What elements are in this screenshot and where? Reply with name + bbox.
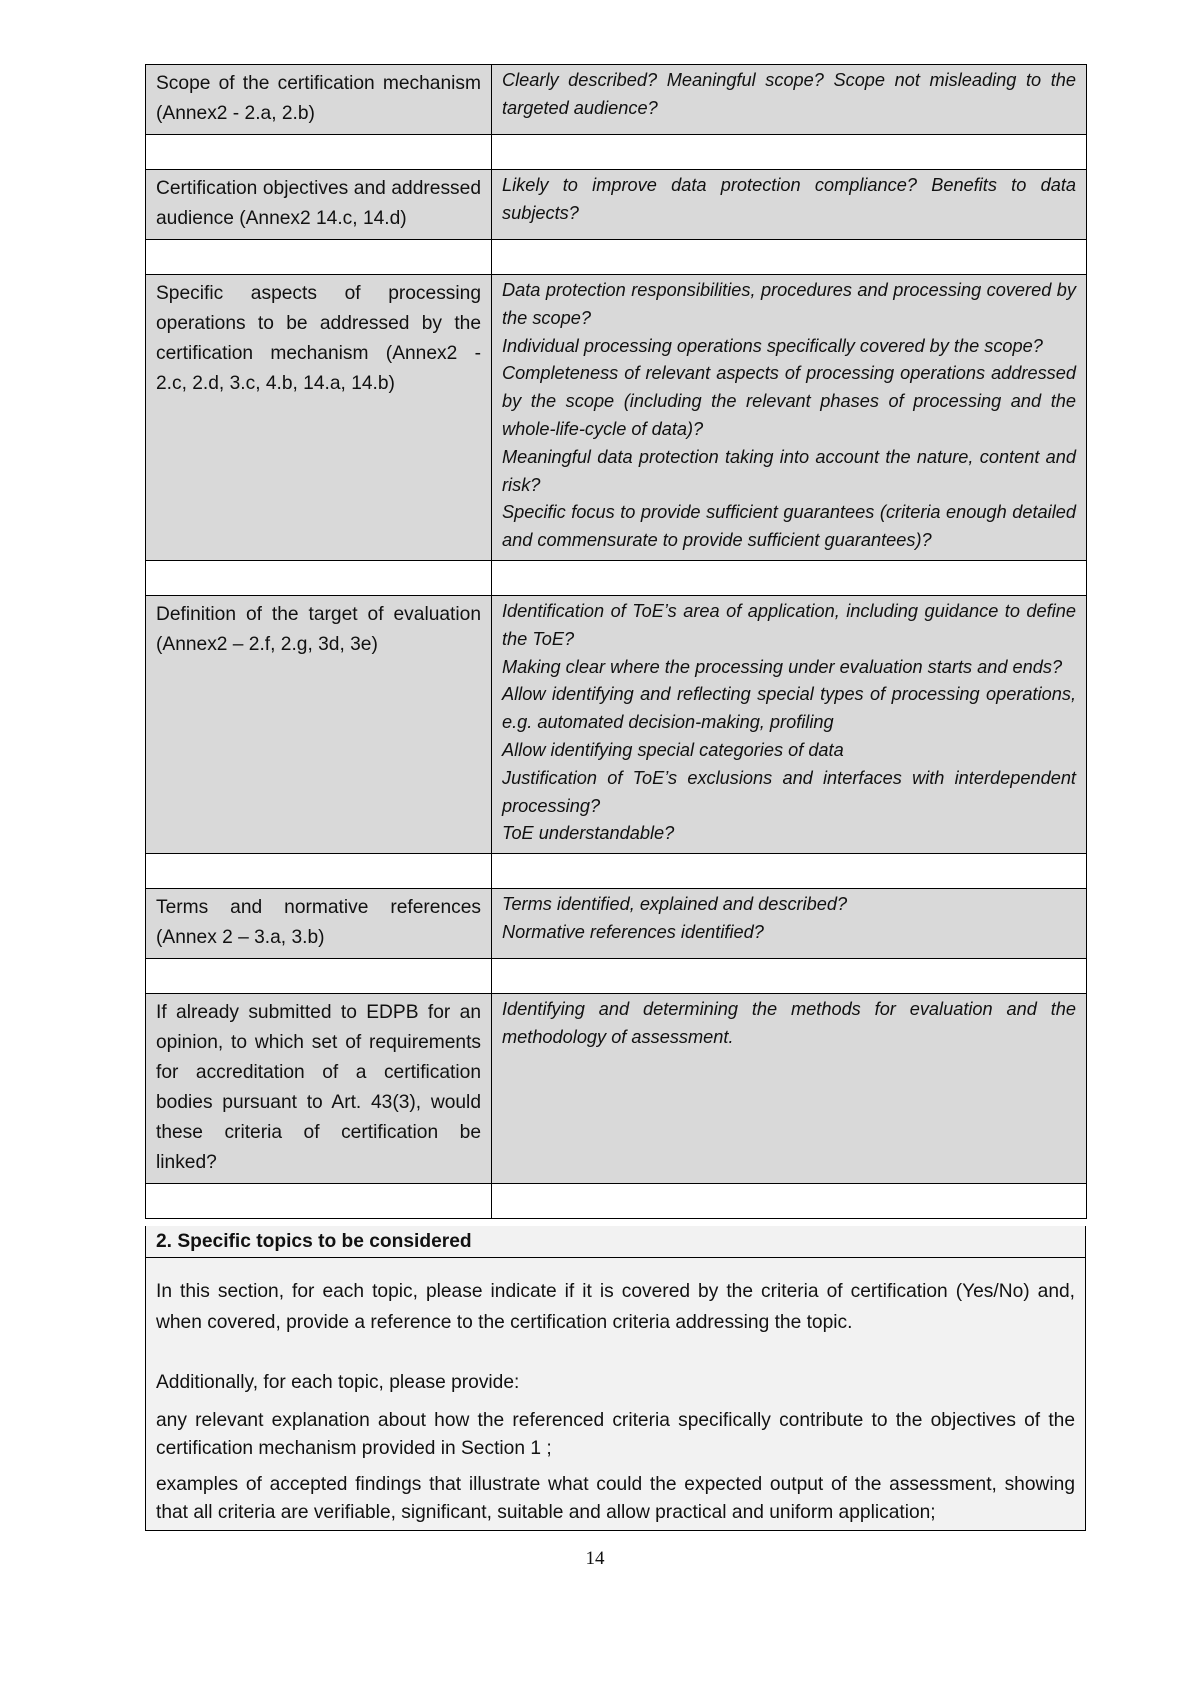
empty-cell bbox=[492, 560, 1087, 595]
spacer-row bbox=[146, 1184, 1087, 1219]
criteria-row-scope bbox=[146, 65, 1087, 135]
empty-cell bbox=[492, 1184, 1087, 1219]
question-text: Terms identified, explained and described? bbox=[502, 894, 848, 915]
empty-cell bbox=[146, 135, 492, 170]
topic-cell bbox=[146, 994, 492, 1184]
empty-cell bbox=[146, 959, 492, 994]
empty-cell bbox=[146, 240, 492, 275]
empty-cell bbox=[492, 854, 1087, 889]
topic-text: Terms and normative references (Annex 2 – 3.a, 3.b) bbox=[156, 897, 481, 949]
question-text: Allow identifying and reflecting special types of processing operations, e.g. automated decision-making, profiling bbox=[502, 684, 1076, 733]
question-text: Making clear where the processing under evaluation starts and ends? bbox=[502, 656, 1063, 677]
topic-text: Scope of the certification mechanism (Annex2 - 2.a, 2.b) bbox=[156, 73, 481, 124]
criteria-row-terms bbox=[146, 889, 1087, 959]
questions-cell bbox=[492, 170, 1087, 240]
spacer-row bbox=[146, 959, 1087, 994]
empty-cell bbox=[146, 1184, 492, 1219]
empty-cell bbox=[146, 560, 492, 595]
spacer-row bbox=[146, 240, 1087, 275]
topic-cell bbox=[146, 889, 492, 959]
topic-cell bbox=[146, 170, 492, 240]
question-text: Identifying and determining the methods for evaluation and the methodology of assessment. bbox=[502, 999, 1076, 1047]
topic-cell bbox=[146, 65, 492, 135]
section-body bbox=[146, 1258, 1085, 1530]
criteria-row-specific-aspects bbox=[146, 275, 1087, 561]
list-item: examples of accepted findings that illustrate what could the expected output of the assessment, showing that all criteria are verifiable, significant, suitable and allow practical and uniform application; bbox=[156, 1474, 1075, 1523]
question-text: Allow identifying special categories of data bbox=[502, 739, 844, 760]
topic-text: If already submitted to EDPB for an opinion, to which set of requirements for accreditation of a certification bodies pursuant to Art. 43(3), would these criteria of certification be linked? bbox=[156, 1002, 481, 1174]
section-additional: Additionally, for each topic, please provide: bbox=[156, 1372, 520, 1393]
list-item: any relevant explanation about how the referenced criteria specifically contribute to the objectives of the certification mechanism provided in Section 1 ; bbox=[156, 1410, 1075, 1459]
question-text: Specific focus to provide sufficient guarantees (criteria enough detailed and commensurate to provide sufficient guarantees)? bbox=[502, 502, 1076, 551]
questions-cell bbox=[492, 889, 1087, 959]
question-text: Justification of ToE’s exclusions and interfaces with interdependent processing? bbox=[502, 767, 1076, 816]
question-text: Clearly described? Meaningful scope? Scope not misleading to the targeted audience? bbox=[502, 70, 1076, 118]
question-text: Identification of ToE’s area of application, including guidance to define the ToE? bbox=[502, 600, 1076, 649]
questions-cell bbox=[492, 994, 1087, 1184]
section-title: 2. Specific topics to be considered bbox=[146, 1226, 1085, 1258]
question-text: Meaningful data protection taking into account the nature, content and risk? bbox=[502, 446, 1076, 495]
spacer-row bbox=[146, 560, 1087, 595]
topic-text: Definition of the target of evaluation (Annex2 – 2.f, 2.g, 3d, 3e) bbox=[156, 603, 481, 655]
topic-cell bbox=[146, 595, 492, 853]
empty-cell bbox=[492, 240, 1087, 275]
questions-cell bbox=[492, 595, 1087, 853]
questions-cell bbox=[492, 275, 1087, 561]
question-text: Individual processing operations specifically covered by the scope? bbox=[502, 335, 1043, 356]
topic-text: Certification objectives and addressed audience (Annex2 14.c, 14.d) bbox=[156, 178, 481, 229]
question-text: Completeness of relevant aspects of processing operations addressed by the scope (including the relevant phases of processing and the whole-life-cycle of data)? bbox=[502, 363, 1076, 439]
criteria-row-edpb-link bbox=[146, 994, 1087, 1184]
question-text: Data protection responsibilities, procedures and processing covered by the scope? bbox=[502, 280, 1076, 328]
empty-cell bbox=[492, 959, 1087, 994]
empty-cell bbox=[492, 135, 1087, 170]
question-text: ToE understandable? bbox=[502, 823, 675, 844]
empty-cell bbox=[146, 854, 492, 889]
question-text: Normative references identified? bbox=[502, 921, 764, 942]
spacer-row bbox=[146, 854, 1087, 889]
criteria-table bbox=[145, 64, 1087, 1219]
section-intro: In this section, for each topic, please indicate if it is covered by the criteria of certification (Yes/No) and, when covered, provide a reference to the certification criteria addressing the topic. bbox=[156, 1281, 1075, 1333]
question-text: Likely to improve data protection compliance? Benefits to data subjects? bbox=[502, 175, 1076, 223]
section-specific-topics bbox=[145, 1226, 1086, 1531]
topic-cell bbox=[146, 275, 492, 561]
criteria-row-objectives bbox=[146, 170, 1087, 240]
topic-text: Specific aspects of processing operations to be addressed by the certification mechanism (Annex2 - 2.c, 2.d, 3.c, 4.b, 14.a, 14.b) bbox=[156, 283, 481, 394]
criteria-row-target-of-evaluation bbox=[146, 595, 1087, 853]
page-number: 14 bbox=[585, 1548, 605, 1569]
questions-cell bbox=[492, 65, 1087, 135]
spacer-row bbox=[146, 135, 1087, 170]
